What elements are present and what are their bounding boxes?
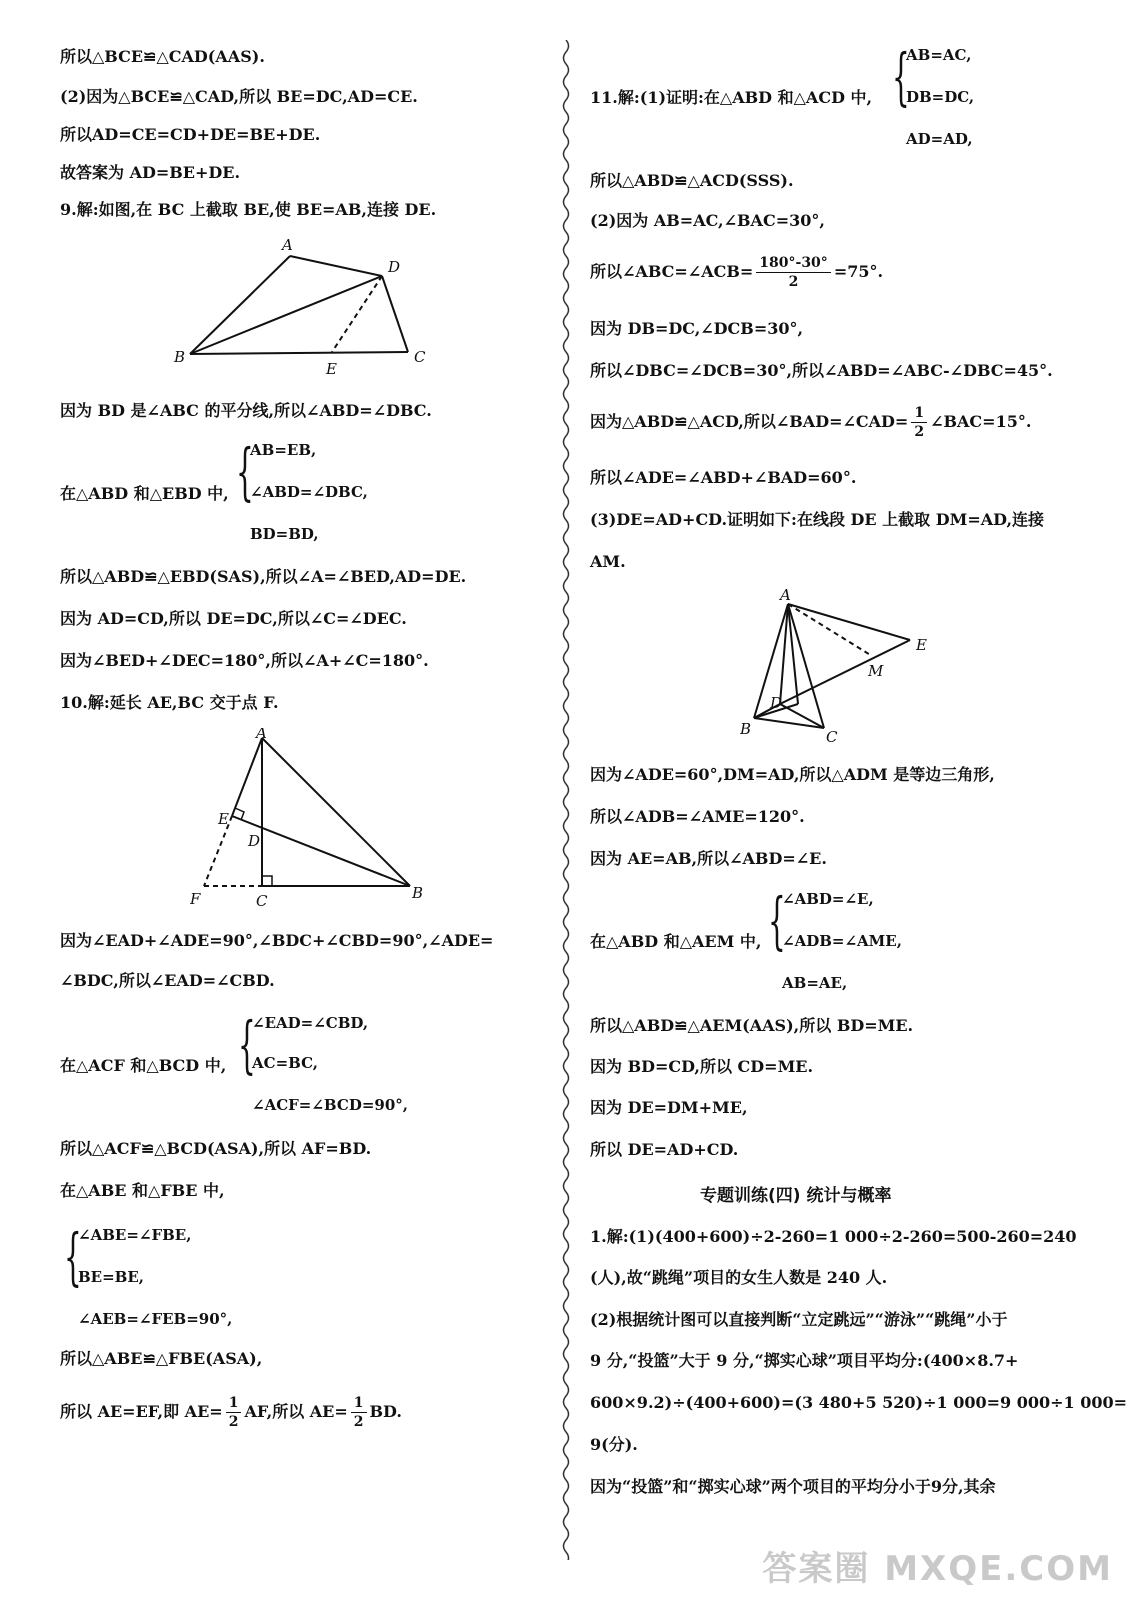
condition: ∠ABD=∠DBC, — [250, 483, 368, 501]
text-line: 所以∠ADB=∠AME=120°. — [590, 807, 805, 826]
text-line: 9 分,“投篮”大于 9 分,“掷实心球”项目平均分:(400×8.7+ — [590, 1351, 1019, 1370]
point-label-A: A — [780, 586, 791, 604]
text-line: 因为 AD=CD,所以 DE=DC,所以∠C=∠DEC. — [60, 609, 407, 628]
point-label-C: C — [256, 892, 268, 908]
text-line: 所以△ACF≌△BCD(ASA),所以 AF=BD. — [60, 1139, 372, 1158]
numerator: 1 — [226, 1394, 242, 1413]
column-divider — [559, 40, 573, 1560]
fraction — [911, 404, 927, 441]
condition: BE=BE, — [78, 1268, 145, 1286]
point-label-E: E — [218, 810, 229, 828]
text-line: (2)因为△BCE≌△CAD,所以 BE=DC,AD=CE. — [60, 87, 418, 106]
numerator: 180°-30° — [756, 254, 831, 273]
point-label-D: D — [388, 258, 401, 276]
watermark-logo: 答案圈 MXQE.COM — [762, 1549, 1113, 1589]
text-line: 因为∠BED+∠DEC=180°,所以∠A+∠C=180°. — [60, 651, 429, 670]
text-line: 所以 DE=AD+CD. — [590, 1140, 739, 1159]
text-line: 因为“投篮”和“掷实心球”两个项目的平均分小于9分,其余 — [590, 1477, 996, 1496]
text-segment: ∠BAC=15°. — [930, 412, 1032, 431]
point-label-M: M — [868, 662, 884, 680]
point-label-A: A — [282, 236, 293, 254]
text-line: 所以AD=CE=CD+DE=BE+DE. — [60, 125, 321, 144]
point-label-B: B — [740, 720, 752, 738]
brace-icon: { — [64, 1220, 82, 1293]
condition: BD=BD, — [250, 525, 319, 543]
condition: AB=AC, — [906, 46, 972, 64]
text-segment: 所以 AE=EF,即 AE= — [60, 1402, 223, 1421]
condition: ∠ABD=∠E, — [782, 890, 874, 908]
condition: ∠EAD=∠CBD, — [252, 1014, 369, 1032]
text-line-with-fraction — [60, 1392, 402, 1432]
text-line: 所以△ABE≌△FBE(ASA), — [60, 1349, 263, 1368]
denominator: 2 — [228, 1414, 239, 1430]
text-line: 因为 BD 是∠ABC 的平分线,所以∠ABD=∠DBC. — [60, 401, 432, 420]
point-label-B: B — [412, 884, 424, 902]
text-line: (人),故“跳绳”项目的女生人数是 240 人. — [590, 1268, 888, 1287]
point-label-C: C — [826, 728, 838, 746]
text-line: 因为 DE=DM+ME, — [590, 1098, 748, 1117]
figure-q11 — [740, 584, 940, 746]
fraction — [226, 1394, 242, 1431]
text-segment: AF,所以 AE= — [244, 1402, 348, 1421]
text-segment: =75°. — [833, 262, 884, 281]
text-line: 在△ABD 和△EBD 中, — [60, 484, 229, 503]
text-segment: 因为△ABD≌△ACD,所以∠BAD=∠CAD= — [590, 412, 909, 431]
denominator: 2 — [353, 1414, 364, 1430]
text-line: (2)根据统计图可以直接判断“立定跳远”“游泳”“跳绳”小于 — [590, 1310, 1008, 1329]
fraction — [756, 254, 831, 291]
denominator: 2 — [788, 274, 799, 290]
text-line: 因为∠EAD+∠ADE=90°,∠BDC+∠CBD=90°,∠ADE= — [60, 931, 494, 950]
point-label-D: D — [770, 694, 783, 712]
condition: ∠AEB=∠FEB=90°, — [78, 1310, 233, 1328]
text-line: 因为∠ADE=60°,DM=AD,所以△ADM 是等边三角形, — [590, 765, 995, 784]
text-segment: BD. — [369, 1402, 402, 1421]
brace-icon: { — [892, 40, 910, 113]
text-line: 在△ABE 和△FBE 中, — [60, 1181, 225, 1200]
point-label-E: E — [916, 636, 927, 654]
point-label-A: A — [256, 728, 267, 742]
text-line: (3)DE=AD+CD.证明如下:在线段 DE 上截取 DM=AD,连接 — [590, 510, 1045, 529]
point-label-B: B — [174, 348, 186, 366]
text-line: 所以△BCE≌△CAD(AAS). — [60, 47, 265, 66]
point-label-D: D — [248, 832, 261, 850]
text-line: AM. — [590, 552, 626, 571]
text-line: 在△ACF 和△BCD 中, — [60, 1056, 227, 1075]
figure-q10-triangle — [190, 728, 430, 908]
text-line: 所以△ABD≌△AEM(AAS),所以 BD=ME. — [590, 1016, 914, 1035]
section-title: 专题训练(四) 统计与概率 — [700, 1186, 892, 1206]
condition: ∠ABE=∠FBE, — [78, 1226, 192, 1244]
text-line: 所以△ABD≌△ACD(SSS). — [590, 171, 794, 190]
text-line: 所以∠ADE=∠ABD+∠BAD=60°. — [590, 468, 857, 487]
text-line-with-fraction — [590, 400, 1031, 444]
text-line: (2)因为 AB=AC,∠BAC=30°, — [590, 211, 825, 230]
text-line: 在△ABD 和△AEM 中, — [590, 932, 762, 951]
text-line: 所以∠DBC=∠DCB=30°,所以∠ABD=∠ABC-∠DBC=45°. — [590, 361, 1053, 380]
text-line: 故答案为 AD=BE+DE. — [60, 163, 241, 182]
text-line: 9(分). — [590, 1435, 638, 1454]
condition: ∠ACF=∠BCD=90°, — [252, 1096, 408, 1114]
condition: ∠ADB=∠AME, — [782, 932, 902, 950]
text-line: 因为 AE=AB,所以∠ABD=∠E. — [590, 849, 827, 868]
numerator: 1 — [351, 1394, 367, 1413]
question-10-heading: 10.解:延长 AE,BC 交于点 F. — [60, 693, 279, 712]
fraction — [351, 1394, 367, 1431]
question-9-heading: 9.解:如图,在 BC 上截取 BE,使 BE=AB,连接 DE. — [60, 200, 437, 219]
point-label-E: E — [326, 360, 337, 378]
brace-icon: { — [238, 1008, 256, 1081]
text-line: 因为 BD=CD,所以 CD=ME. — [590, 1057, 814, 1076]
condition: AC=BC, — [252, 1054, 318, 1072]
text-line-with-fraction — [590, 248, 883, 296]
condition: AB=EB, — [250, 441, 317, 459]
text-line: 所以△ABD≌△EBD(SAS),所以∠A=∠BED,AD=DE. — [60, 567, 467, 586]
text-line: ∠BDC,所以∠EAD=∠CBD. — [60, 971, 275, 990]
text-segment: 所以∠ABC=∠ACB= — [590, 262, 754, 281]
numerator: 1 — [911, 404, 927, 423]
condition: DB=DC, — [906, 88, 975, 106]
text-line: 因为 DB=DC,∠DCB=30°, — [590, 319, 804, 338]
figure-q9-quadrilateral — [170, 232, 430, 382]
text-line: 600×9.2)÷(400+600)=(3 480+5 520)÷1 000=9 000÷1 000= — [590, 1393, 1128, 1412]
point-label-F: F — [190, 890, 201, 908]
point-label-C: C — [414, 348, 426, 366]
question-11-heading: 11.解:(1)证明:在△ABD 和△ACD 中, — [590, 88, 873, 107]
condition: AB=AE, — [782, 974, 848, 992]
condition: AD=AD, — [906, 130, 973, 148]
denominator: 2 — [914, 424, 925, 440]
brace-icon: { — [236, 435, 254, 508]
brace-icon: { — [768, 884, 786, 957]
text-line: 1.解:(1)(400+600)÷2-260=1 000÷2-260=500-260=240 — [590, 1227, 1077, 1246]
